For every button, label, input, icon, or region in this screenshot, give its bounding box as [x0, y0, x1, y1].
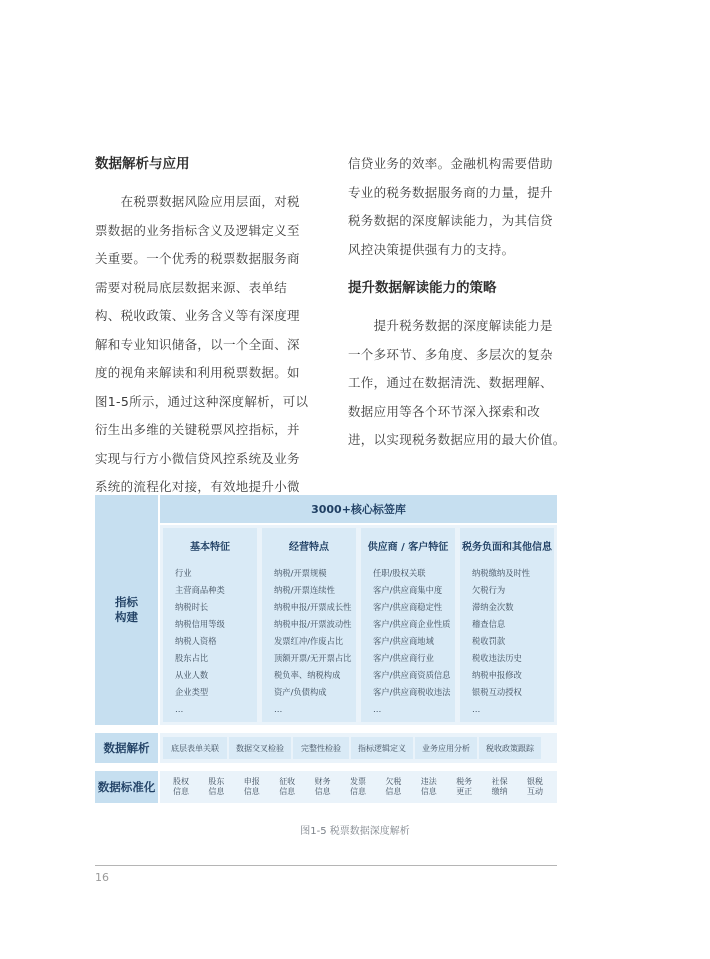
right-paragraph-top — [348, 150, 563, 264]
standard-item: 股权 信息 — [173, 777, 189, 796]
analysis-chip: 底层表单关联 — [163, 737, 227, 759]
category-item: 银税互动授权 — [472, 687, 522, 697]
category-items — [472, 565, 552, 718]
category-item: 顶额开票/无开票占比 — [274, 653, 352, 663]
figure-caption: 图1-5 税票数据深度解析 — [300, 826, 410, 837]
category-item: 纳税申报修改 — [472, 670, 522, 680]
analysis-chip: 税收政策跟踪 — [479, 737, 541, 759]
category-items — [373, 565, 453, 718]
page-number: 16 — [95, 871, 109, 884]
category-item: 税收违法历史 — [472, 653, 522, 663]
category-item: … — [274, 704, 283, 714]
category-items — [175, 565, 255, 718]
category-area — [160, 525, 557, 725]
text-line: 信贷业务的效率。金融机构需要借助 — [348, 156, 553, 171]
side-label-analysis: 数据解析 — [95, 733, 158, 763]
text-line: 构、税收政策、业务含义等有深度理 — [95, 308, 300, 323]
standard-item: 财务 信息 — [314, 777, 331, 796]
text-line: 税务数据的深度解读能力，为其信贷 — [348, 213, 553, 228]
standard-item: 征收 信息 — [279, 777, 296, 796]
text-line: 进，以实现税务数据应用的最大价值。 — [348, 432, 566, 447]
category-item: 从业人数 — [175, 670, 209, 680]
right-column — [348, 150, 566, 455]
analysis-chip: 业务应用分析 — [415, 737, 477, 759]
category-title: 供应商 / 客户特征 — [367, 542, 449, 553]
standard-row — [160, 771, 557, 803]
text-line: 提升税务数据的深度解读能力是 — [348, 318, 553, 333]
category-item: 资产/负债构成 — [274, 687, 327, 697]
category-item: 税收罚款 — [472, 636, 506, 646]
text-line: 图1-5所示，通过这种深度解析，可以 — [95, 393, 309, 409]
category-item: 客户/供应商地域 — [373, 636, 434, 646]
text-line: 解和专业知识储备，以一个全面、深 — [95, 336, 300, 352]
category-item: 任职/股权关联 — [373, 568, 426, 578]
side-label-indicator: 指标 构建 — [95, 495, 158, 725]
category-title: 基本特征 — [190, 542, 230, 553]
category-box — [163, 528, 257, 722]
standard-item: 申报 信息 — [243, 777, 260, 796]
text-line: 关重要。一个优秀的税票数据服务商 — [95, 251, 300, 266]
text-line: 衍生出多维的关键税票风控指标，并 — [95, 422, 300, 437]
category-item: … — [472, 704, 481, 714]
category-item: 主营商品种类 — [175, 585, 225, 595]
category-item: 客户/供应商行业 — [373, 653, 434, 663]
category-item: 滞纳金次数 — [472, 602, 514, 612]
category-item: 欠税行为 — [472, 585, 506, 595]
category-item: 纳税时长 — [175, 602, 209, 612]
category-item: … — [175, 704, 184, 714]
category-item: 纳税缴纳及时性 — [472, 568, 531, 578]
section-heading-data-analysis: 数据解析与应用 — [95, 156, 190, 172]
category-item: 税负率、纳税构成 — [274, 670, 341, 680]
text-line: 系统的流程化对接，有效地提升小微 — [95, 479, 300, 494]
text-line: 度的视角来解读和利用税票数据。如 — [95, 365, 300, 380]
text-line: 票数据的业务指标含义及逻辑定义至 — [95, 222, 300, 238]
text-line: 专业的税务数据服务商的力量，提升 — [348, 184, 553, 200]
section-heading-strategy: 提升数据解读能力的策略 — [348, 280, 497, 296]
text-line: 工作，通过在数据清洗、数据理解、 — [348, 375, 553, 390]
standard-item: 发票 信息 — [350, 777, 366, 796]
text-line: 在税票数据风险应用层面，对税 — [95, 194, 300, 209]
category-item: … — [373, 704, 382, 714]
side-label-standard: 数据标准化 — [95, 771, 158, 803]
category-item: 纳税信用等级 — [175, 619, 225, 629]
category-item: 纳税/开票规模 — [274, 568, 327, 578]
standard-item: 股东 信息 — [208, 777, 225, 796]
category-item: 发票红冲/作废占比 — [274, 636, 344, 646]
text-line: 需要对税局底层数据来源、表单结 — [95, 279, 288, 295]
category-item: 纳税申报/开票波动性 — [274, 619, 352, 629]
analysis-chip: 数据交叉检验 — [229, 737, 291, 759]
text-line: 实现与行方小微信贷风控系统及业务 — [95, 450, 300, 466]
category-item: 纳税/开票连续性 — [274, 585, 335, 595]
category-item: 纳税人资格 — [175, 636, 217, 646]
text-line: 一个多环节、多角度、多层次的复杂 — [348, 346, 553, 362]
text-line: 风控决策提供强有力的支持。 — [348, 241, 515, 257]
standard-item: 税务 更正 — [456, 777, 473, 796]
category-item: 纳税申报/开票成长性 — [274, 602, 352, 612]
category-item: 企业类型 — [175, 687, 209, 697]
category-item: 客户/供应商稳定性 — [373, 602, 443, 612]
category-box — [460, 528, 554, 722]
category-item: 客户/供应商资质信息 — [373, 670, 451, 680]
category-item: 行业 — [175, 568, 192, 578]
category-box — [262, 528, 356, 722]
footer-divider — [95, 865, 557, 866]
category-item: 客户/供应商税收违法 — [373, 687, 451, 697]
category-title: 税务负面和其他信息 — [462, 542, 552, 553]
category-item: 客户/供应商企业性质 — [373, 619, 451, 629]
text-line: 数据应用等各个环节深入探索和改 — [348, 403, 541, 419]
category-title: 经营特点 — [289, 542, 329, 553]
category-items — [274, 565, 354, 718]
left-column — [95, 150, 310, 502]
category-item: 客户/供应商集中度 — [373, 585, 443, 595]
standard-item: 违法 信息 — [420, 777, 437, 796]
category-box — [361, 528, 455, 722]
right-paragraph-bottom — [348, 312, 566, 455]
analysis-chip: 指标逻辑定义 — [351, 737, 413, 759]
category-item: 稽查信息 — [472, 619, 506, 629]
standard-item: 银税 互动 — [527, 777, 543, 796]
standard-item: 社保 缴纳 — [491, 777, 508, 796]
category-item: 股东占比 — [175, 653, 209, 663]
standard-item: 欠税 信息 — [385, 777, 402, 796]
analysis-chip: 完整性检验 — [293, 737, 349, 759]
figure-diagram — [95, 495, 557, 805]
core-label: 3000+核心标签库 — [160, 495, 557, 523]
analysis-row — [160, 733, 557, 763]
left-paragraph — [95, 188, 310, 502]
